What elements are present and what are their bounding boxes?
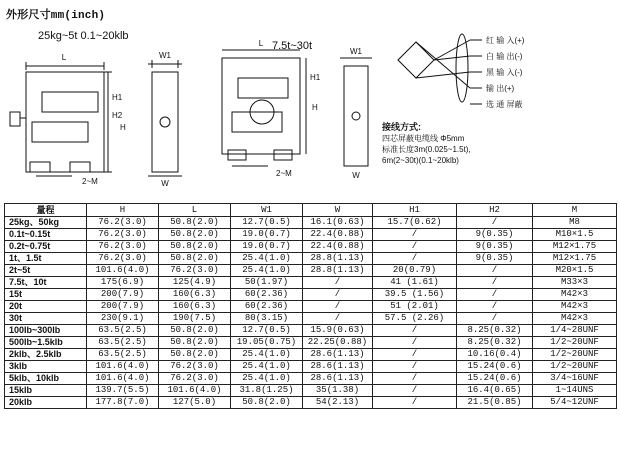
table-row	[5, 397, 617, 409]
cell-W: 28.6(1.13)	[303, 361, 373, 373]
cell-H: 175(6.9)	[87, 277, 159, 289]
cell-W1: 60(2.36)	[231, 301, 303, 313]
table-row	[5, 229, 617, 241]
table-row	[5, 325, 617, 337]
header-H1: H1	[373, 204, 457, 217]
cell-W1: 25.4(1.0)	[231, 361, 303, 373]
cell-W: 22.4(0.88)	[303, 229, 373, 241]
cell-H1: /	[373, 337, 457, 349]
dim-W-large: W	[352, 171, 360, 180]
table-row	[5, 337, 617, 349]
cell-H2: /	[457, 301, 533, 313]
table-row	[5, 265, 617, 277]
cell-range: 2klb、2.5klb	[5, 349, 87, 361]
table-row	[5, 313, 617, 325]
cell-W: 22.4(0.88)	[303, 241, 373, 253]
wire-label-3: 黑 输 入(-)	[486, 68, 523, 77]
header-M: M	[533, 204, 617, 217]
cell-H1: /	[373, 385, 457, 397]
cell-W1: 25.4(1.0)	[231, 349, 303, 361]
cell-range: 7.5t、10t	[5, 277, 87, 289]
header-W1: W1	[231, 204, 303, 217]
cell-range: 20t	[5, 301, 87, 313]
cell-range: 30t	[5, 313, 87, 325]
cell-H: 200(7.9)	[87, 301, 159, 313]
dim-W1-large: W1	[350, 47, 362, 56]
wire-label-1: 红 输 入(+)	[486, 36, 525, 45]
cell-H1: 20(0.79)	[373, 265, 457, 277]
cell-H1: /	[373, 229, 457, 241]
cell-range: 3klb	[5, 361, 87, 373]
cell-M: 1/4~28UNF	[533, 325, 617, 337]
cell-L: 50.8(2.0)	[159, 337, 231, 349]
cell-W: 16.1(0.63)	[303, 217, 373, 229]
dim-H2-small: H2	[112, 111, 123, 120]
cell-H2: 15.24(0.6)	[457, 361, 533, 373]
dim-L-large: L	[258, 39, 264, 48]
cell-W1: 12.7(0.5)	[231, 325, 303, 337]
wiring-diagram	[398, 34, 482, 104]
cell-L: 50.8(2.0)	[159, 229, 231, 241]
cell-L: 50.8(2.0)	[159, 253, 231, 265]
cell-W1: 60(2.36)	[231, 289, 303, 301]
table-row	[5, 289, 617, 301]
cell-M: M42×3	[533, 313, 617, 325]
cell-H2: 8.25(0.32)	[457, 337, 533, 349]
cell-range: 0.1t~0.15t	[5, 229, 87, 241]
table-row	[5, 253, 617, 265]
cell-H: 139.7(5.5)	[87, 385, 159, 397]
cell-M: 1~14UNS	[533, 385, 617, 397]
cell-L: 127(5.0)	[159, 397, 231, 409]
cell-M: M42×3	[533, 289, 617, 301]
dimension-drawings	[0, 0, 620, 200]
cell-range: 15klb	[5, 385, 87, 397]
cell-W: 15.9(0.63)	[303, 325, 373, 337]
cell-H1: /	[373, 361, 457, 373]
range-label-small: 25kg~5t 0.1~20klb	[38, 30, 129, 42]
cell-M: M12×1.75	[533, 253, 617, 265]
dim-L-small: L	[61, 53, 67, 62]
cell-L: 76.2(3.0)	[159, 361, 231, 373]
dim-W-small: W	[161, 179, 169, 188]
cell-W: 35(1.38)	[303, 385, 373, 397]
cell-W: /	[303, 289, 373, 301]
dim-W1-small: W1	[159, 51, 171, 60]
cell-H2: /	[457, 217, 533, 229]
header-range: 量程	[5, 204, 87, 217]
cell-W1: 25.4(1.0)	[231, 373, 303, 385]
cell-H: 76.2(3.0)	[87, 217, 159, 229]
cell-range: 500lb~1.5klb	[5, 337, 87, 349]
cell-H1: /	[373, 373, 457, 385]
cell-H: 101.6(4.0)	[87, 265, 159, 277]
cell-M: 1/2~20UNF	[533, 337, 617, 349]
cell-L: 76.2(3.0)	[159, 373, 231, 385]
wire-label-2: 白 输 出(-)	[486, 52, 523, 61]
dim-H1-small: H1	[112, 93, 123, 102]
cell-L: 190(7.5)	[159, 313, 231, 325]
cell-M: 5/4~12UNF	[533, 397, 617, 409]
cell-H1: 57.5 (2.26)	[373, 313, 457, 325]
large-sensor-side-view	[340, 58, 372, 166]
cell-W1: 25.4(1.0)	[231, 253, 303, 265]
cell-M: M12×1.75	[533, 241, 617, 253]
cell-H1: /	[373, 253, 457, 265]
cell-W1: 50.8(2.0)	[231, 397, 303, 409]
cell-H: 63.5(2.5)	[87, 349, 159, 361]
cell-L: 125(4.9)	[159, 277, 231, 289]
cell-H: 76.2(3.0)	[87, 253, 159, 265]
range-label-large: 7.5t~30t	[272, 40, 313, 52]
cell-H2: 8.25(0.32)	[457, 325, 533, 337]
cell-range: 5klb、10klb	[5, 373, 87, 385]
cell-M: M8	[533, 217, 617, 229]
dim-H-large: H	[312, 103, 318, 112]
table-row	[5, 349, 617, 361]
table-row	[5, 217, 617, 229]
table-row	[5, 277, 617, 289]
cell-M: 1/2~20UNF	[533, 361, 617, 373]
wire-label-4: 输 出(+)	[486, 84, 515, 93]
cell-range: 100lb~300lb	[5, 325, 87, 337]
cell-H2: 9(0.35)	[457, 253, 533, 265]
cell-L: 50.8(2.0)	[159, 325, 231, 337]
cell-H: 177.8(7.0)	[87, 397, 159, 409]
cell-W: 28.8(1.13)	[303, 253, 373, 265]
cell-range: 15t	[5, 289, 87, 301]
table-row	[5, 241, 617, 253]
table-row	[5, 301, 617, 313]
table-row	[5, 385, 617, 397]
cell-M: M33×3	[533, 277, 617, 289]
cell-H2: /	[457, 277, 533, 289]
cell-M: M10×1.5	[533, 229, 617, 241]
cell-W1: 31.8(1.25)	[231, 385, 303, 397]
cell-W: 22.25(0.88)	[303, 337, 373, 349]
cell-W: 28.6(1.13)	[303, 349, 373, 361]
cell-W: 28.6(1.13)	[303, 373, 373, 385]
notes-title: 接线方式:	[382, 122, 421, 132]
small-sensor-front-view	[10, 62, 112, 176]
cell-H2: /	[457, 313, 533, 325]
header-L: L	[159, 204, 231, 217]
cell-H: 63.5(2.5)	[87, 337, 159, 349]
cell-W1: 12.7(0.5)	[231, 217, 303, 229]
notes-line-3: 6m(2~30t)(0.1~20klb)	[382, 156, 459, 165]
dim-hole-small: 2~M	[82, 177, 98, 186]
cell-range: 0.2t~0.75t	[5, 241, 87, 253]
header-W: W	[303, 204, 373, 217]
cell-H: 101.6(4.0)	[87, 373, 159, 385]
cell-W: /	[303, 301, 373, 313]
cell-H2: 21.5(0.85)	[457, 397, 533, 409]
wiring-notes	[382, 122, 614, 166]
page-heading: 外形尺寸mm(inch)	[6, 10, 106, 22]
large-sensor-front-view	[222, 50, 306, 166]
cell-L: 160(6.3)	[159, 301, 231, 313]
table-row	[5, 373, 617, 385]
cell-M: 1/2~20UNF	[533, 349, 617, 361]
cell-M: M42×3	[533, 301, 617, 313]
notes-line-2: 标准长度3m(0.025~1.5t),	[382, 145, 471, 154]
cell-L: 50.8(2.0)	[159, 241, 231, 253]
cell-M: 3/4~16UNF	[533, 373, 617, 385]
cell-W1: 19.0(0.7)	[231, 241, 303, 253]
cell-H1: 51 (2.01)	[373, 301, 457, 313]
cell-L: 101.6(4.0)	[159, 385, 231, 397]
cell-W1: 19.05(0.75)	[231, 337, 303, 349]
spec-table	[4, 203, 617, 409]
cell-H2: /	[457, 265, 533, 277]
cell-W: /	[303, 277, 373, 289]
cell-W1: 50(1.97)	[231, 277, 303, 289]
cell-H2: /	[457, 289, 533, 301]
table-row	[5, 361, 617, 373]
dim-H-small: H	[120, 123, 126, 132]
notes-line-1: 四芯屏蔽电缆线 Φ5mm	[382, 134, 465, 143]
cell-W1: 80(3.15)	[231, 313, 303, 325]
cell-H2: 15.24(0.6)	[457, 373, 533, 385]
cell-H: 76.2(3.0)	[87, 229, 159, 241]
dim-hole-large: 2~M	[276, 169, 292, 178]
cell-W: 28.8(1.13)	[303, 265, 373, 277]
cell-H1: 15.7(0.62)	[373, 217, 457, 229]
cell-range: 20klb	[5, 397, 87, 409]
cell-W1: 19.0(0.7)	[231, 229, 303, 241]
cell-W: 54(2.13)	[303, 397, 373, 409]
cell-H2: 9(0.35)	[457, 229, 533, 241]
cell-H1: /	[373, 325, 457, 337]
cell-H2: 9(0.35)	[457, 241, 533, 253]
cell-H1: /	[373, 397, 457, 409]
cell-range: 25kg、50kg	[5, 217, 87, 229]
cell-L: 76.2(3.0)	[159, 265, 231, 277]
small-sensor-side-view	[148, 60, 182, 176]
cell-L: 50.8(2.0)	[159, 349, 231, 361]
header-H2: H2	[457, 204, 533, 217]
cell-H2: 16.4(0.65)	[457, 385, 533, 397]
cell-H1: /	[373, 349, 457, 361]
cell-range: 2t~5t	[5, 265, 87, 277]
dim-H1-large: H1	[310, 73, 321, 82]
cell-H: 200(7.9)	[87, 289, 159, 301]
header-H: H	[87, 204, 159, 217]
cell-L: 50.8(2.0)	[159, 217, 231, 229]
cell-range: 1t、1.5t	[5, 253, 87, 265]
cell-H: 76.2(3.0)	[87, 241, 159, 253]
cell-H1: 39.5 (1.56)	[373, 289, 457, 301]
cell-W1: 25.4(1.0)	[231, 265, 303, 277]
cell-M: M20×1.5	[533, 265, 617, 277]
table-body	[5, 217, 617, 409]
cell-H1: 41 (1.61)	[373, 277, 457, 289]
cell-H: 101.6(4.0)	[87, 361, 159, 373]
cell-H1: /	[373, 241, 457, 253]
cell-H: 230(9.1)	[87, 313, 159, 325]
cell-H: 63.5(2.5)	[87, 325, 159, 337]
table-header-row	[5, 204, 617, 217]
cell-W: /	[303, 313, 373, 325]
cell-L: 160(6.3)	[159, 289, 231, 301]
cell-H2: 10.16(0.4)	[457, 349, 533, 361]
wire-label-5: 选 通 屏蔽	[486, 100, 523, 109]
